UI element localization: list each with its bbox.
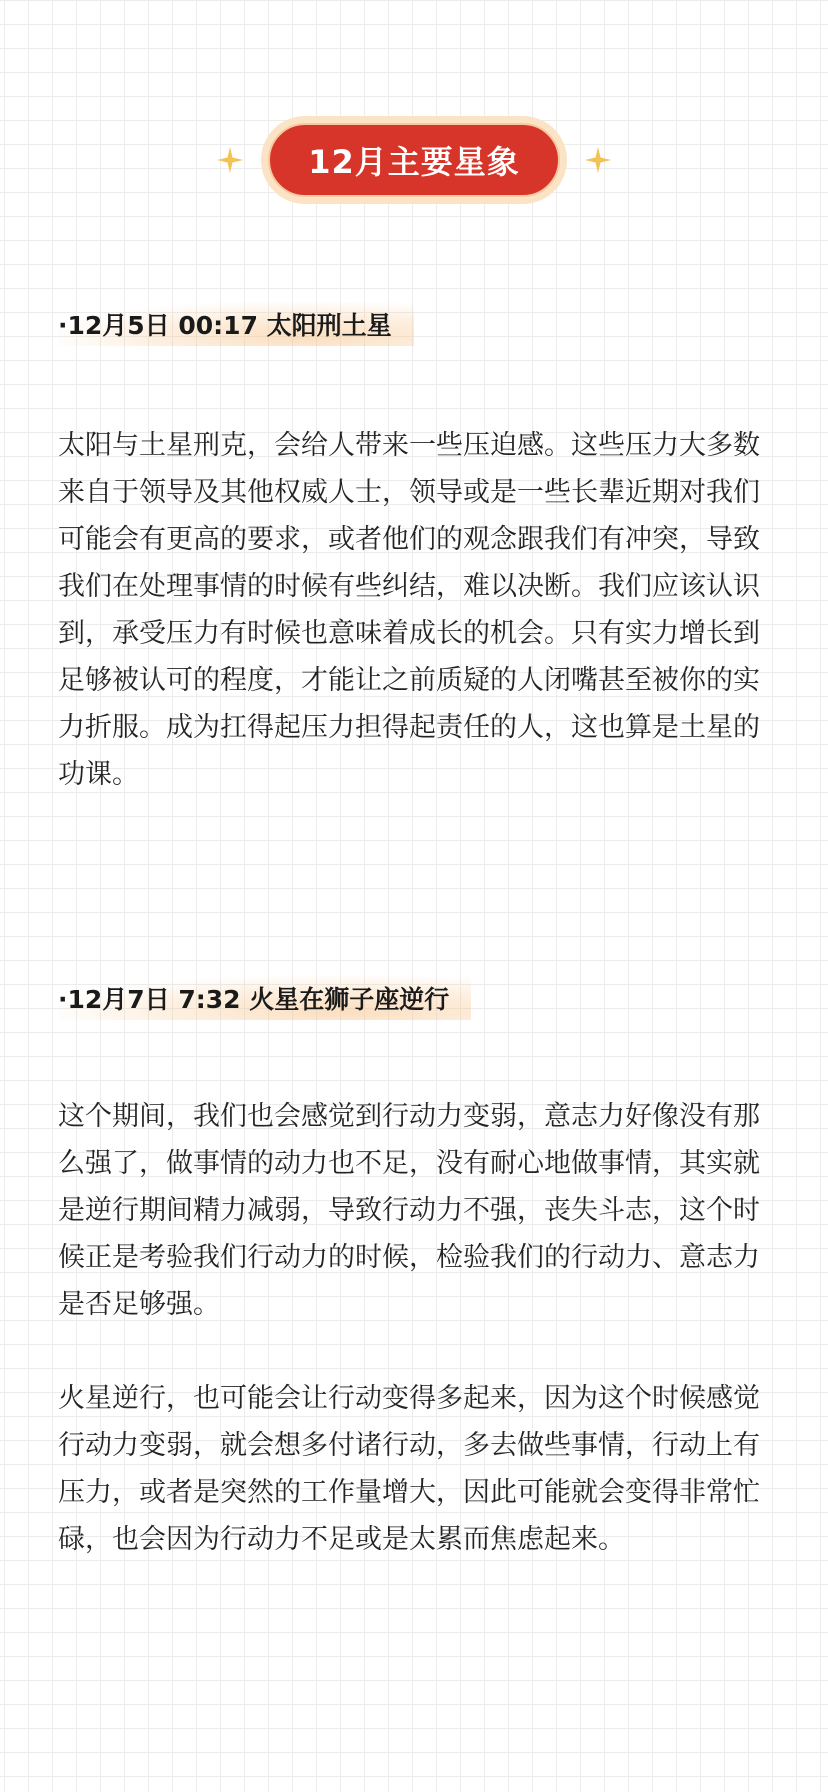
sparkle-icon (217, 147, 243, 173)
sparkle-icon (585, 147, 611, 173)
section-paragraph: 火星逆行，也可能会让行动变得多起来，因为这个时候感觉行动力变弱，就会想多付诸行动，多去做些事情，行动上有压力，或者是突然的工作量增大，因此可能就会变得非常忙碌，也会因为行动力不足或是太累而焦虑起来。 (58, 1383, 760, 1555)
section-paragraph: 太阳与土星刑克，会给人带来一些压迫感。这些压力大多数来自于领导及其他权威人士，领导或是一些长辈近期对我们可能会有更高的要求，或者他们的观念跟我们有冲突，导致我们在处理事情的时候有些纠结，难以决断。我们应该认识到，承受压力有时候也意味着成长的机会。只有实力增长到足够被认可的程度，才能让之前质疑的人闭嘴甚至被你的实力折服。成为扛得起压力担得起责任的人，这也算是土星的功课。 (58, 430, 760, 790)
section-heading: ·12月7日 7:32 火星在狮子座逆行 (58, 976, 471, 1020)
title-badge (261, 116, 567, 204)
section-heading: ·12月5日 00:17 太阳刑土星 (58, 302, 414, 346)
section-paragraph: 这个期间，我们也会感觉到行动力变弱，意志力好像没有那么强了，做事情的动力也不足，没有耐心地做事情，其实就是逆行期间精力减弱，导致行动力不强，丧失斗志，这个时候正是考验我们行动力的时候，检验我们的行动力、意志力是否足够强。 (58, 1101, 760, 1320)
title-banner (0, 116, 828, 204)
page-title: 12月主要星象 (268, 123, 560, 197)
